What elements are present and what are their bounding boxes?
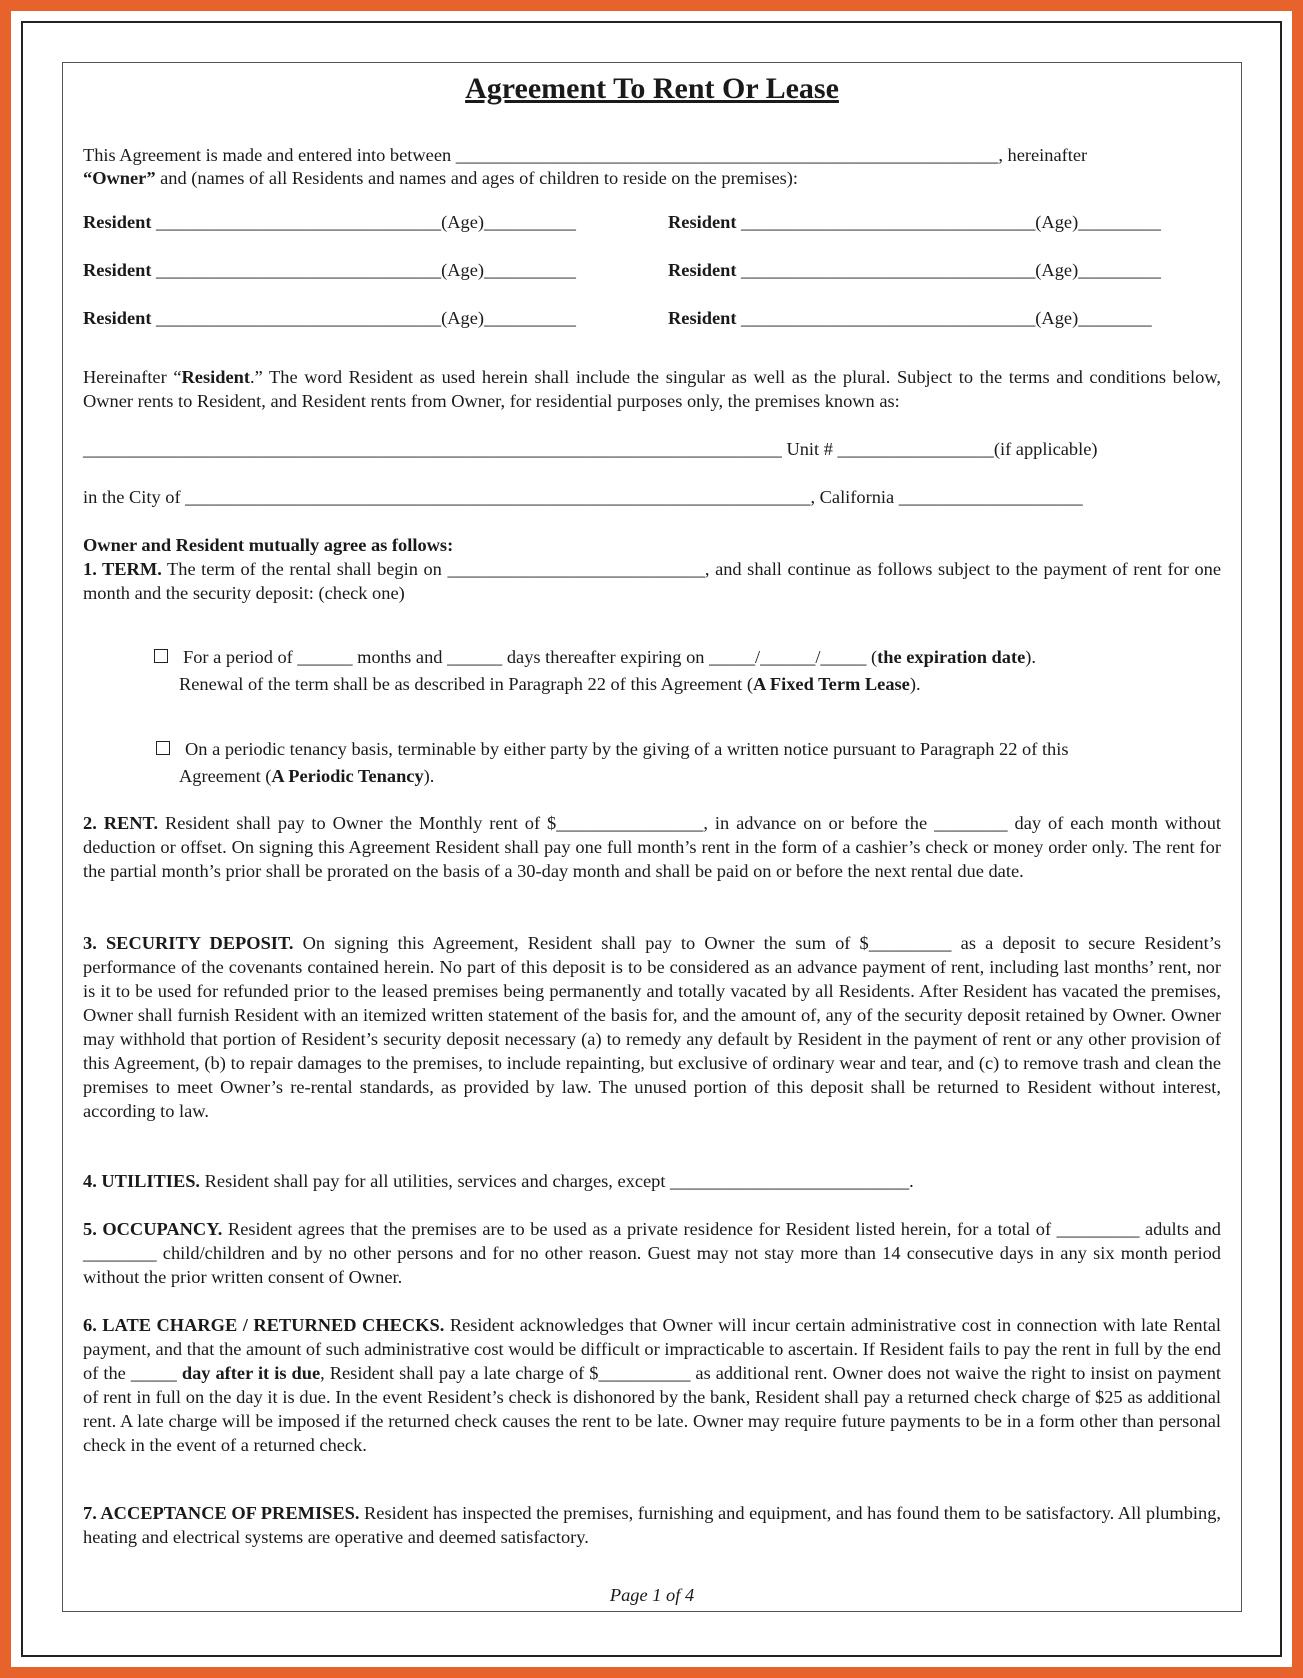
rent-paragraph [83, 811, 1221, 883]
rent-text: Resident shall pay to Owner the Monthly rent of $________________, in advance on or before the ________ day of each month without deduction or offset. On signing this Agreement Resident shall pay one full month’s rent in the form of a cashier’s check or money order only. The rent for the partial month’s prior shall be prorated on the basis of a 30-day month and shall be paid on or before the next rental due date. [83, 813, 1221, 881]
option-fixed-mid: ). [1025, 647, 1037, 667]
option-fixed-pre: For a period of ______ months and ______ days thereafter expiring on _____/______/_____ ( [183, 647, 878, 667]
resident-label: Resident [83, 212, 152, 232]
utilities-label: 4. UTILITIES. [83, 1171, 201, 1191]
resident-label: Resident [668, 308, 737, 328]
occupancy-text: Resident agrees that the premises are to be used as a private residence for Resident listed herein, for a total of _________ adults and ________ child/children and by no other persons and for no other reason. Guest may not stay more than 14 consecutive days in any six month period without the prior written consent of Owner. [83, 1219, 1221, 1287]
term-paragraph [83, 557, 1221, 605]
resident-term: Resident [181, 367, 250, 387]
option-periodic-line-2 [179, 764, 1179, 788]
security-deposit-label: 3. SECURITY DEPOSIT. [83, 933, 294, 953]
term-label: 1. TERM. [83, 559, 162, 579]
expiration-date-term: the expiration date [877, 647, 1026, 667]
late-charge-text-2: , Resident shall pay a late charge of $__________ as additional rent. Owner does not waive the right to insist on payment of rent in full on the day it is due. In the event Resident’s check is dishonored by the bank, Resident shall pay a returned check charge of $25 as additional rent. A late charge will be imposed if the returned check causes the rent to be late. Owner may require future payments to be in a form other than personal check in the event of a returned check. [83, 1363, 1221, 1455]
late-charge-paragraph [83, 1313, 1221, 1457]
city-line: in the City of ____________________________________________________________________, California ____________________ [83, 487, 1083, 507]
resident-row-1 [83, 210, 1221, 234]
option-fixed-line-2 [179, 672, 1179, 696]
option-fixed-line2-post: ). [909, 674, 921, 694]
hereinafter-paragraph [83, 365, 1221, 413]
resident-field: _______________________________(Age)__________ [151, 308, 576, 328]
occupancy-label: 5. OCCUPANCY. [83, 1219, 223, 1239]
rent-label: 2. RENT. [83, 813, 159, 833]
intro-line-2-rest: and (names of all Residents and names and ages of children to reside on the premises): [155, 168, 798, 188]
acceptance-label: 7. ACCEPTANCE OF PREMISES. [83, 1503, 360, 1523]
option-periodic-line-1: On a periodic tenancy basis, terminable by either party by the giving of a written notice pursuant to Paragraph 22 of this [185, 739, 1069, 759]
fixed-term-checkbox[interactable] [154, 649, 168, 663]
page-number: Page 1 of 4 [609, 1585, 695, 1605]
resident-right [668, 210, 1161, 234]
owner-term: “Owner” [83, 168, 156, 188]
acceptance-text: Resident has inspected the premises, furnishing and equipment, and has found them to be satisfactory. All plumbing, heating and electrical systems are operative and deemed satisfactory. [83, 1503, 1221, 1547]
resident-right [668, 306, 1152, 330]
address-line: ____________________________________________________________________________ Unit # _________________(if applicable) [83, 439, 1098, 459]
option-periodic-line2-pre: Agreement ( [179, 766, 272, 786]
hereinafter-post: .” The word Resident as used herein shall include the singular as well as the plural. Subject to the terms and conditions below, Owner rents to Resident, and Resident rents from Owner, for residential purposes only, the premises known as: [83, 367, 1222, 411]
option-periodic-line2-post: ). [423, 766, 435, 786]
document-title: Agreement To Rent Or Lease [465, 72, 839, 105]
resident-field: _______________________________(Age)__________ [151, 212, 576, 232]
resident-row-3 [83, 306, 1221, 330]
option-fixed-line2-pre: Renewal of the term shall be as described in Paragraph 22 of this Agreement ( [179, 674, 754, 694]
mutual-agreement-heading: Owner and Resident mutually agree as follows: [83, 535, 454, 555]
fixed-term-lease-term: A Fixed Term Lease [753, 674, 910, 694]
resident-field: ________________________________(Age)_________ [736, 212, 1161, 232]
resident-row-2 [83, 258, 1221, 282]
term-text: The term of the rental shall begin on ____________________________, and shall continue as follows subject to the payment of rent for one month and the security deposit: (check one) [83, 559, 1222, 603]
resident-field: _______________________________(Age)__________ [151, 260, 576, 280]
intro-line-2 [83, 166, 1221, 190]
periodic-tenancy-term: A Periodic Tenancy [271, 766, 424, 786]
document-page [62, 62, 1242, 1612]
day-after-due-term: day after it is due [181, 1363, 321, 1383]
resident-right [668, 258, 1161, 282]
security-deposit-paragraph [83, 931, 1221, 1123]
security-deposit-text: On signing this Agreement, Resident shall pay to Owner the sum of $_________ as a deposit to secure Resident’s performance of the covenants contained herein. No part of this deposit is to be considered as an advance payment of rent, including last months’ rent, nor is it to be used for refunded prior to the leased premises being permanently and totally vacated by all Residents. After Resident has vacated the premises, Owner shall furnish Resident with an itemized written statement of the basis for, and the amount of, any of the security deposit retained by Owner. Owner may withhold that portion of Resident’s security deposit necessary (a) to remedy any default by Resident in the payment of rent or any other provision of this Agreement, (b) to repair damages to the premises, to include repainting, but exclusive of ordinary wear and tear, and (c) to remove trash and clean the premises to meet Owner’s re-rental standards, as provided by law. The unused portion of this deposit shall be returned to Resident without interest, according to law. [83, 933, 1222, 1121]
utilities-text: Resident shall pay for all utilities, services and charges, except __________________________. [200, 1171, 914, 1191]
resident-field: ________________________________(Age)_________ [736, 260, 1161, 280]
hereinafter-pre: Hereinafter “ [83, 367, 182, 387]
option-fixed-line-1 [183, 645, 1183, 669]
late-charge-label: 6. LATE CHARGE / RETURNED CHECKS. [83, 1315, 445, 1335]
acceptance-paragraph [83, 1501, 1221, 1549]
resident-label: Resident [668, 212, 737, 232]
resident-field: ________________________________(Age)________ [736, 308, 1152, 328]
occupancy-paragraph [83, 1217, 1221, 1289]
utilities-paragraph [83, 1169, 1221, 1193]
intro-line-1: This Agreement is made and entered into between ___________________________________________________________, hereinafter [83, 145, 1088, 165]
resident-label: Resident [83, 308, 152, 328]
resident-label: Resident [668, 260, 737, 280]
periodic-tenancy-checkbox[interactable] [156, 741, 170, 755]
resident-label: Resident [83, 260, 152, 280]
late-charge-text-1: Resident acknowledges that Owner will incur certain administrative cost in connection with late Rental payment, and that the amount of such administrative cost would be difficult or impracticable to ascertain. If Resident fails to pay the rent in full by the end of the _____ [83, 1315, 1222, 1383]
